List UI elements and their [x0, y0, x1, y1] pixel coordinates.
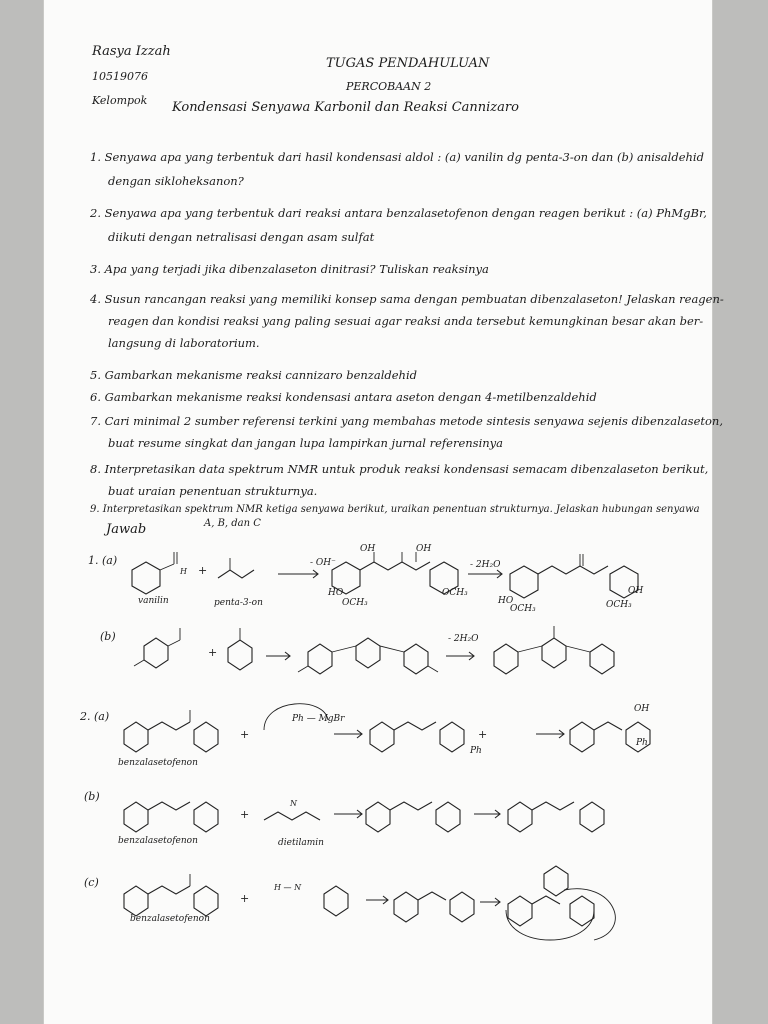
- label-ho-2: HO: [498, 596, 514, 606]
- svg-text:+: +: [208, 646, 218, 659]
- label-dietilamin: dietilamin: [278, 838, 324, 848]
- svg-text:+: +: [198, 564, 208, 577]
- label-oh-2a: OH: [634, 704, 650, 714]
- label-pentanone: penta-3-on: [214, 598, 263, 608]
- svg-text:+: +: [478, 728, 488, 741]
- question-8-line2: buat uraian penentuan strukturnya.: [108, 484, 318, 498]
- label-benzalasetofenon-2: benzalasetofenon: [118, 836, 198, 846]
- benzene-ring-product-left: [510, 566, 538, 598]
- benzene-ring-1b-product-left: [494, 644, 518, 674]
- svg-text:H: H: [180, 567, 187, 576]
- label-ho-1: HO: [328, 588, 344, 598]
- question-4-line3: langsung di laboratorium.: [108, 336, 260, 350]
- worksheet-page: [44, 0, 724, 1024]
- reagent-minus-2h2o: - 2H₂O: [470, 560, 501, 570]
- question-7-line1: 7. Cari minimal 2 sumber referensi terkini yang membahas metode sintesis senyawa sejenis dibenzalaseton,: [90, 414, 723, 428]
- reaction-2b-scheme: [114, 770, 674, 850]
- benzene-ring-2a-product-left: [570, 722, 594, 752]
- benzene-ring-2c-mid-right: [450, 892, 474, 922]
- benzene-ring-2c-product-left: [508, 896, 532, 926]
- reagent-oh-minus: - OH⁻: [310, 558, 336, 568]
- benzene-ring-vanilin: [132, 562, 160, 594]
- pentanone-chain: [218, 570, 254, 578]
- assignment-subtitle: PERCOBAAN 2: [346, 80, 432, 93]
- benzene-ring-2a-mid-right: [440, 722, 464, 752]
- label-vanilin: vanilin: [138, 596, 169, 606]
- label-ph-2a-1: Ph: [470, 746, 482, 756]
- svg-text:+: +: [240, 808, 250, 821]
- benzene-ring-2b-product-left: [508, 802, 532, 832]
- label-benzalasetofenon-3: benzalasetofenon: [130, 914, 210, 924]
- answer-1b-label: (b): [100, 630, 116, 643]
- question-3-line1: 3. Apa yang terjadi jika dibenzalaseton dinitrasi? Tuliskan reaksinya: [90, 262, 489, 276]
- benzene-ring-2b-mid-left: [366, 802, 390, 832]
- answer-2b-label: (b): [84, 790, 100, 803]
- label-ph-2a-2: Ph: [636, 738, 648, 748]
- reaction-1a-scheme: [118, 540, 678, 620]
- question-8-line1: 8. Interpretasikan data spektrum NMR untuk produk reaksi kondensasi semacam dibenzalaseton berikut,: [90, 462, 709, 476]
- question-9-line2: A, B, dan C: [204, 518, 261, 529]
- cyclohexane-ring-1b-adduct: [356, 638, 380, 668]
- answer-1a-label: 1. (a): [88, 554, 118, 567]
- benzene-ring-2b-left: [124, 802, 148, 832]
- question-9-line1: 9. Interpretasikan spektrum NMR ketiga senyawa berikut, uraikan penentuan strukturnya. Jelaskan hubungan senyawa: [90, 504, 700, 515]
- benzene-ring-2a-mid-left: [370, 722, 394, 752]
- label-benzalasetofenon-1: benzalasetofenon: [118, 758, 198, 768]
- benzene-ring-anisaldehyde: [144, 638, 168, 668]
- svg-text:N: N: [290, 799, 297, 808]
- benzene-ring-2a-left: [124, 722, 148, 752]
- question-4-line2: reagen dan kondisi reaksi yang paling sesuai agar reaksi anda tersebut kemungkinan besar akan ber-: [108, 314, 704, 328]
- svg-text:+: +: [240, 892, 250, 905]
- benzene-ring-2a-right: [194, 722, 218, 752]
- label-oh-3: OH: [628, 586, 644, 596]
- question-1-line2: dengan sikloheksanon?: [108, 174, 244, 188]
- benzene-ring-2c-product-top: [544, 866, 568, 896]
- assignment-topic: Kondensasi Senyawa Karbonil dan Reaksi Cannizaro: [172, 100, 519, 115]
- answer-heading: Jawab: [106, 522, 147, 537]
- student-id: 10519076: [92, 70, 148, 83]
- student-name: Rasya Izzah: [92, 44, 171, 59]
- benzene-ring-2b-right: [194, 802, 218, 832]
- reagent-minus-2h2o-b: - 2H₂O: [448, 634, 479, 644]
- answer-2c-label: (c): [84, 876, 99, 889]
- benzene-ring-2c-right: [194, 886, 218, 916]
- label-oh-2: OH: [416, 544, 432, 554]
- reaction-2c-scheme: [114, 850, 674, 960]
- question-7-line2: buat resume singkat dan jangan lupa lampirkan jurnal referensinya: [108, 436, 504, 450]
- answer-2a-label: 2. (a): [80, 710, 110, 723]
- benzene-ring-1b-product-right: [590, 644, 614, 674]
- question-2-line2: diikuti dengan netralisasi dengan asam sulfat: [108, 230, 375, 244]
- question-2-line1: 2. Senyawa apa yang terbentuk dari reaksi antara benzalasetofenon dengan reagen berikut : (a) PhMgBr,: [90, 206, 707, 220]
- question-6-line1: 6. Gambarkan mekanisme reaksi kondensasi antara aseton dengan 4-metilbenzaldehid: [90, 390, 597, 404]
- benzene-ring-2c-mid-left: [394, 892, 418, 922]
- question-5-line1: 5. Gambarkan mekanisme reaksi cannizaro benzaldehid: [90, 368, 417, 382]
- reaction-1b-scheme: [124, 616, 684, 696]
- cyclohexanone-ring: [228, 640, 252, 670]
- benzene-ring-2b-mid-right: [436, 802, 460, 832]
- benzene-ring-aniline: [324, 886, 348, 916]
- question-1-line1: 1. Senyawa apa yang terbentuk dari hasil kondensasi aldol : (a) vanilin dg penta-3-on dan (b) anisaldehid: [90, 150, 704, 164]
- cyclohexanone-ring-1b-product: [542, 638, 566, 668]
- assignment-title: TUGAS PENDAHULUAN: [326, 56, 490, 71]
- label-och3-3: OCH₃: [510, 604, 536, 614]
- benzene-ring-2c-product-right: [570, 896, 594, 926]
- svg-text:+: +: [240, 728, 250, 741]
- label-och3-1: OCH₃: [342, 598, 368, 608]
- question-4-line1: 4. Susun rancangan reaksi yang memiliki konsep sama dengan pembuatan dibenzalaseton! Jelaskan reagen-: [90, 292, 724, 306]
- benzene-ring-1b-adduct-right: [404, 644, 428, 674]
- cyclization-curve-right: [564, 889, 615, 940]
- reagent-phmgbr: Ph — MgBr: [292, 714, 345, 724]
- svg-text:H — N: H — N: [274, 883, 302, 892]
- label-och3-2: OCH₃: [442, 588, 468, 598]
- benzene-ring-2b-product-right: [580, 802, 604, 832]
- group-label: Kelompok: [92, 94, 148, 107]
- reaction-2a-scheme: [114, 690, 674, 770]
- benzene-ring-2c-left: [124, 886, 148, 916]
- benzene-ring-1b-adduct-left: [308, 644, 332, 674]
- label-oh-1: OH: [360, 544, 376, 554]
- label-och3-4: OCH₃: [606, 600, 632, 610]
